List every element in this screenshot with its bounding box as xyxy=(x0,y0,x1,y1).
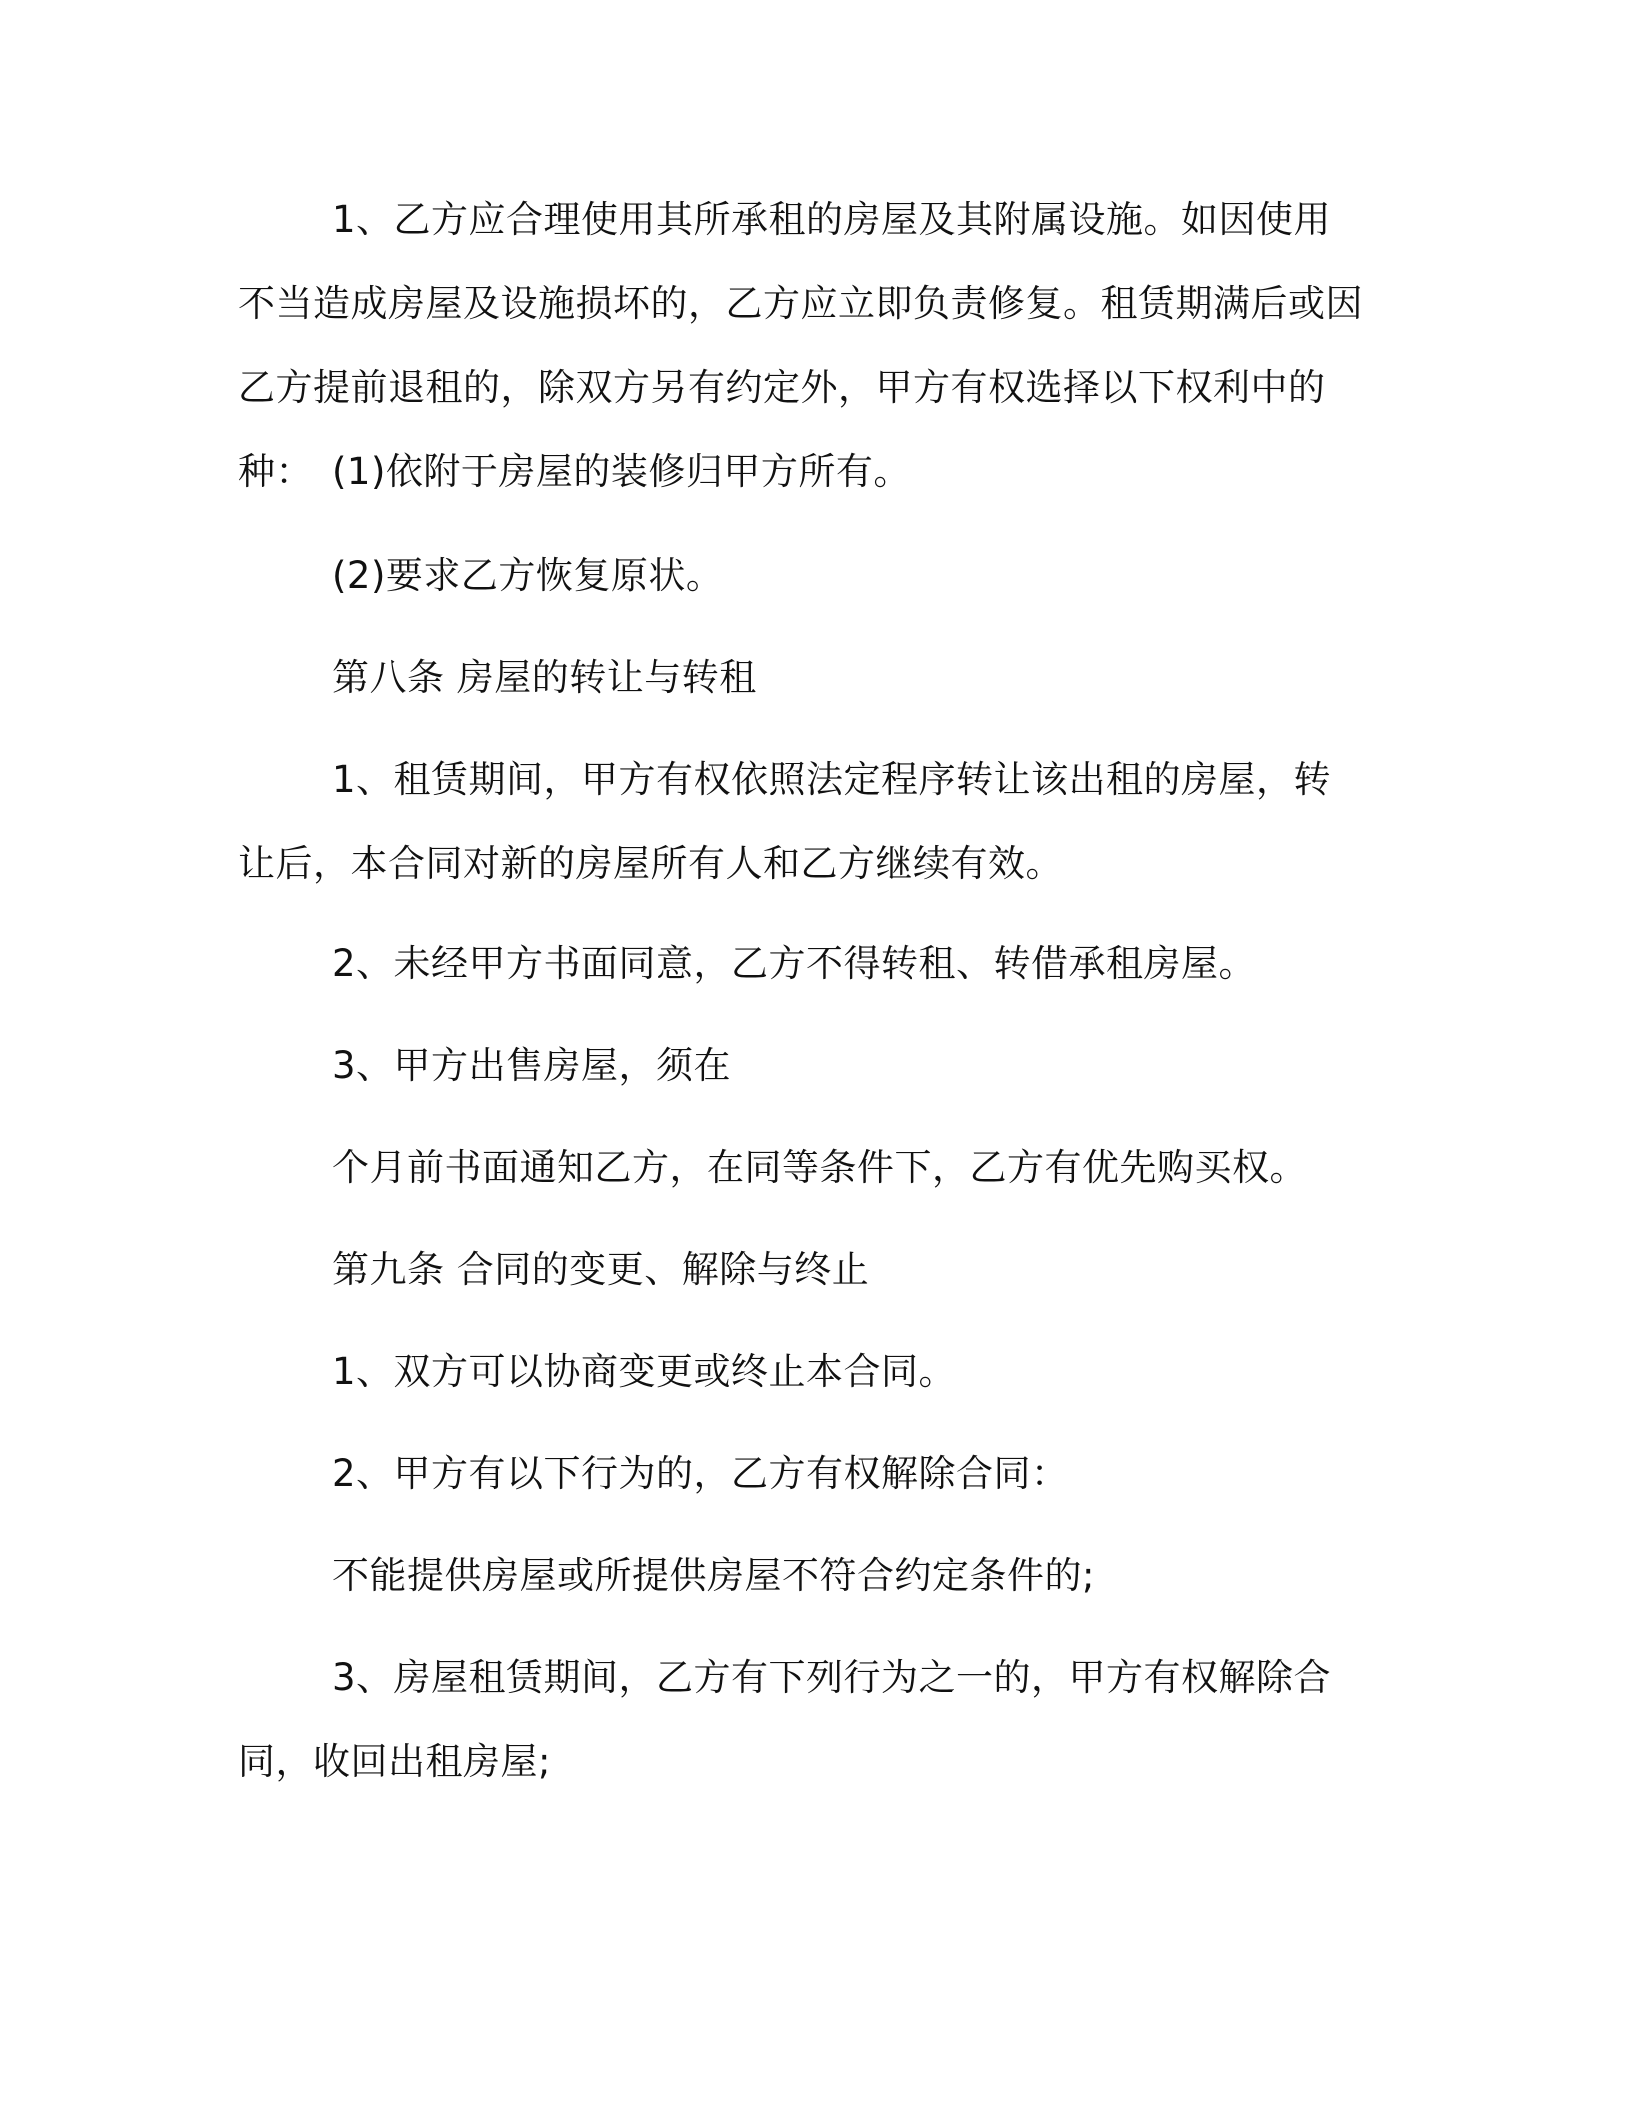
paragraph-8-1: 1、租赁期间，甲方有权依照法定程序转让该出租的房屋，转让后，本合同对新的房屋所有人和乙方继续有效。 xyxy=(238,758,1332,885)
paragraph-9-3: 3、房屋租赁期间，乙方有下列行为之一的，甲方有权解除合同，收回出租房屋; xyxy=(238,1656,1332,1783)
section-heading-8: 第八条 房屋的转让与转租 xyxy=(332,656,757,699)
paragraph-9-2-item: 不能提供房屋或所提供房屋不符合约定条件的; xyxy=(332,1554,1095,1597)
section-heading-9: 第九条 合同的变更、解除与终止 xyxy=(332,1248,870,1291)
paragraph-8-3-continued: 个月前书面通知乙方，在同等条件下，乙方有优先购买权。 xyxy=(332,1146,1307,1189)
paragraph-option-1: (1)依附于房屋的装修归甲方所有。 xyxy=(332,450,911,493)
paragraph-8-3: 3、甲方出售房屋，须在 xyxy=(332,1044,732,1087)
paragraph-9-1: 1、双方可以协商变更或终止本合同。 xyxy=(332,1350,957,1393)
paragraph-8-2: 2、未经甲方书面同意，乙方不得转租、转借承租房屋。 xyxy=(332,942,1257,985)
paragraph-option-2: (2)要求乙方恢复原状。 xyxy=(332,554,724,597)
paragraph-7-1: 1、乙方应合理使用其所承租的房屋及其附属设施。如因使用不当造成房屋及设施损坏的，乙方应立即负责修复。租赁期满后或因乙方提前退租的，除双方另有约定外，甲方有权选择以下权利中的 种： xyxy=(238,198,1363,493)
paragraph-9-2: 2、甲方有以下行为的，乙方有权解除合同： xyxy=(332,1452,1069,1495)
